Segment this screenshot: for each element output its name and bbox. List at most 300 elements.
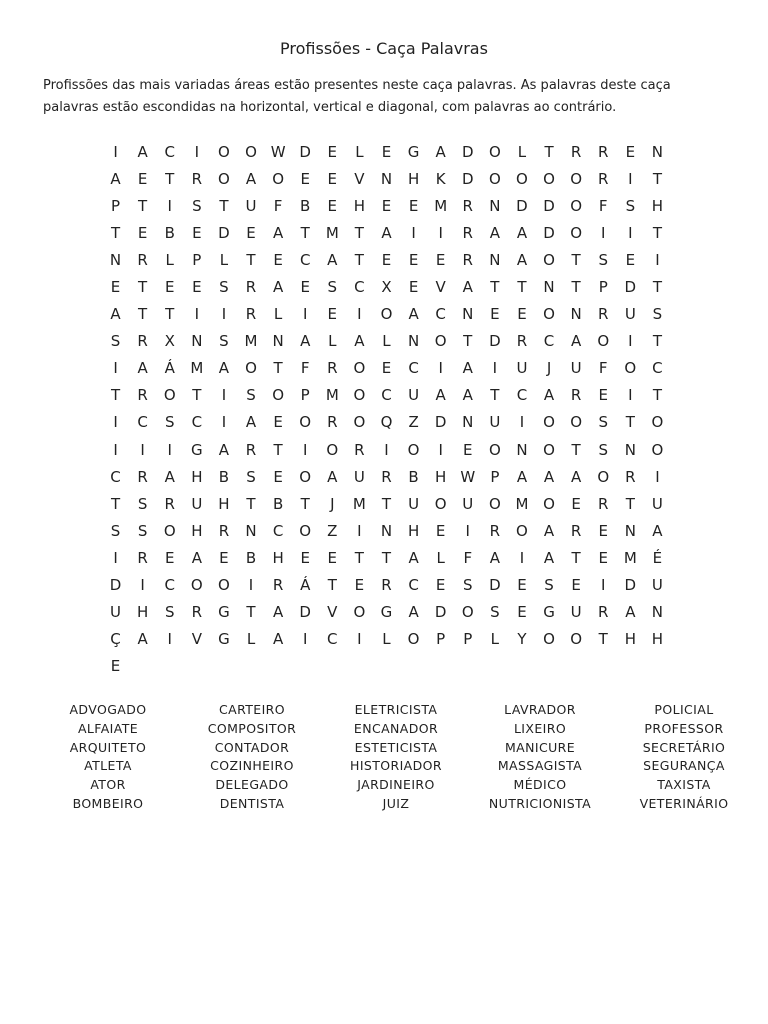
grid-letter[interactable]: B <box>245 548 257 567</box>
grid-letter[interactable]: D <box>299 603 311 622</box>
grid-letter[interactable]: I <box>655 467 660 486</box>
grid-letter[interactable]: U <box>570 603 582 622</box>
grid-letter[interactable]: T <box>165 169 175 188</box>
grid-letter[interactable]: O <box>407 440 420 459</box>
grid-letter[interactable]: O <box>272 386 285 405</box>
grid-letter[interactable]: U <box>408 494 420 513</box>
grid-letter[interactable]: E <box>164 548 175 567</box>
grid-letter[interactable]: C <box>435 305 446 324</box>
grid-letter[interactable]: O <box>651 413 664 432</box>
grid-letter[interactable]: E <box>327 305 338 324</box>
grid-letter[interactable]: F <box>273 196 283 215</box>
grid-letter[interactable]: D <box>218 223 230 242</box>
grid-letter[interactable]: U <box>191 494 203 513</box>
grid-letter[interactable]: V <box>435 278 446 297</box>
grid-letter[interactable]: H <box>624 630 636 649</box>
grid-letter[interactable]: C <box>354 278 365 297</box>
grid-letter[interactable]: A <box>272 630 284 649</box>
grid-letter[interactable]: N <box>191 332 203 351</box>
grid-letter[interactable]: R <box>218 521 230 540</box>
grid-letter[interactable]: A <box>516 250 528 269</box>
grid-letter[interactable]: I <box>221 386 227 405</box>
grid-letter[interactable]: E <box>192 278 202 297</box>
grid-letter[interactable]: D <box>624 576 637 595</box>
grid-letter[interactable]: U <box>408 386 420 405</box>
grid-letter[interactable]: N <box>380 169 393 188</box>
grid-letter[interactable]: O <box>543 440 555 459</box>
grid-letter[interactable]: L <box>219 250 229 269</box>
grid-letter[interactable]: R <box>191 603 203 622</box>
grid-letter[interactable]: L <box>517 142 527 161</box>
grid-letter[interactable]: R <box>462 223 473 242</box>
grid-letter[interactable]: N <box>624 521 636 540</box>
grid-letter[interactable]: A <box>137 142 148 161</box>
grid-letter[interactable]: I <box>302 440 308 459</box>
grid-letter[interactable]: I <box>628 332 633 351</box>
grid-letter[interactable]: R <box>570 386 582 405</box>
grid-letter[interactable]: O <box>543 169 555 188</box>
grid-letter[interactable]: E <box>408 250 419 269</box>
grid-letter[interactable]: W <box>270 142 286 161</box>
grid-letter[interactable]: E <box>273 413 283 432</box>
grid-letter[interactable]: D <box>516 196 528 215</box>
grid-letter[interactable]: M <box>623 548 637 567</box>
grid-letter[interactable]: O <box>488 169 501 188</box>
grid-letter[interactable]: E <box>327 169 338 188</box>
grid-letter[interactable]: L <box>328 332 337 351</box>
grid-letter[interactable]: R <box>598 494 609 513</box>
grid-letter[interactable]: D <box>461 169 474 188</box>
grid-letter[interactable]: I <box>302 630 308 649</box>
grid-letter[interactable]: R <box>272 576 284 595</box>
grid-letter[interactable]: O <box>543 494 555 513</box>
grid-letter[interactable]: O <box>516 521 528 540</box>
grid-letter[interactable]: C <box>652 359 663 378</box>
grid-letter[interactable]: I <box>357 630 362 649</box>
grid-letter[interactable]: E <box>598 548 608 567</box>
grid-letter[interactable]: I <box>194 142 200 161</box>
grid-letter[interactable]: I <box>113 440 118 459</box>
grid-letter[interactable]: R <box>245 305 257 324</box>
grid-letter[interactable]: L <box>382 630 391 649</box>
grid-letter[interactable]: O <box>326 440 339 459</box>
grid-letter[interactable]: R <box>354 440 365 459</box>
grid-letter[interactable]: Z <box>327 521 338 540</box>
grid-letter[interactable]: T <box>652 332 662 351</box>
grid-letter[interactable]: D <box>489 576 501 595</box>
grid-letter[interactable]: T <box>381 494 392 513</box>
grid-letter[interactable]: É <box>652 548 663 567</box>
grid-letter[interactable]: T <box>598 630 608 649</box>
grid-letter[interactable]: C <box>516 386 528 405</box>
grid-letter[interactable]: T <box>273 359 283 378</box>
grid-letter[interactable]: F <box>598 359 608 378</box>
grid-letter[interactable]: A <box>571 332 582 351</box>
grid-letter[interactable]: H <box>191 467 203 486</box>
grid-letter[interactable]: O <box>597 467 610 486</box>
grid-letter[interactable]: E <box>381 359 392 378</box>
grid-letter[interactable]: R <box>462 196 473 215</box>
grid-letter[interactable]: O <box>190 576 203 595</box>
grid-letter[interactable]: I <box>221 305 227 324</box>
grid-letter[interactable]: O <box>570 413 583 432</box>
grid-letter[interactable]: D <box>109 576 122 595</box>
grid-letter[interactable]: O <box>299 467 312 486</box>
grid-letter[interactable]: G <box>543 603 555 622</box>
grid-letter[interactable]: E <box>327 548 338 567</box>
grid-letter[interactable]: I <box>601 576 606 595</box>
grid-letter[interactable]: C <box>408 576 419 595</box>
grid-letter[interactable]: E <box>381 250 392 269</box>
grid-letter[interactable]: E <box>571 494 581 513</box>
grid-letter[interactable]: O <box>218 576 230 595</box>
grid-letter[interactable]: E <box>435 250 446 269</box>
grid-letter[interactable]: A <box>462 386 473 405</box>
grid-letter[interactable]: C <box>299 250 311 269</box>
grid-letter[interactable]: C <box>164 576 175 595</box>
grid-letter[interactable]: R <box>598 603 609 622</box>
grid-letter[interactable]: N <box>245 521 257 540</box>
grid-letter[interactable]: I <box>465 521 470 540</box>
grid-letter[interactable]: C <box>191 413 203 432</box>
grid-letter[interactable]: S <box>327 278 338 297</box>
grid-letter[interactable]: E <box>517 603 527 622</box>
grid-letter[interactable]: U <box>353 467 365 486</box>
grid-letter[interactable]: O <box>543 250 555 269</box>
grid-letter[interactable]: R <box>245 440 257 459</box>
grid-letter[interactable]: A <box>516 223 528 242</box>
grid-letter[interactable]: S <box>219 278 229 297</box>
grid-letter[interactable]: E <box>246 223 256 242</box>
grid-letter[interactable]: T <box>652 223 662 242</box>
grid-letter[interactable]: E <box>381 196 392 215</box>
grid-letter[interactable]: T <box>219 196 229 215</box>
grid-letter[interactable]: R <box>462 250 473 269</box>
grid-letter[interactable]: T <box>652 169 662 188</box>
grid-letter[interactable]: A <box>489 548 500 567</box>
grid-letter[interactable]: D <box>461 142 474 161</box>
grid-letter[interactable]: R <box>327 413 338 432</box>
grid-letter[interactable]: S <box>246 467 256 486</box>
grid-letter[interactable]: D <box>434 603 447 622</box>
grid-letter[interactable]: E <box>463 440 473 459</box>
grid-letter[interactable]: P <box>111 196 121 215</box>
grid-letter[interactable]: R <box>137 250 148 269</box>
grid-letter[interactable]: A <box>110 305 121 324</box>
grid-letter[interactable]: N <box>272 332 284 351</box>
grid-letter[interactable]: H <box>353 196 366 215</box>
grid-letter[interactable]: I <box>113 359 118 378</box>
grid-letter[interactable]: B <box>218 467 230 486</box>
grid-letter[interactable]: I <box>167 440 172 459</box>
grid-letter[interactable]: A <box>408 548 419 567</box>
grid-letter[interactable]: U <box>624 305 636 324</box>
grid-letter[interactable]: A <box>408 603 419 622</box>
grid-letter[interactable]: O <box>461 603 474 622</box>
grid-letter[interactable]: A <box>652 521 663 540</box>
grid-letter[interactable]: A <box>272 223 284 242</box>
grid-letter[interactable]: C <box>137 413 148 432</box>
grid-letter[interactable]: I <box>302 305 308 324</box>
grid-letter[interactable]: Z <box>408 413 419 432</box>
grid-letter[interactable]: T <box>490 278 500 297</box>
grid-letter[interactable]: R <box>137 332 148 351</box>
grid-letter[interactable]: P <box>300 386 310 405</box>
grid-letter[interactable]: I <box>113 142 118 161</box>
grid-letter[interactable]: I <box>601 223 606 242</box>
grid-letter[interactable]: E <box>300 169 310 188</box>
grid-letter[interactable]: V <box>327 603 338 622</box>
grid-letter[interactable]: N <box>651 142 664 161</box>
grid-letter[interactable]: A <box>435 142 446 161</box>
grid-letter[interactable]: H <box>651 196 664 215</box>
grid-letter[interactable]: E <box>435 576 446 595</box>
grid-letter[interactable]: K <box>435 169 446 188</box>
grid-letter[interactable]: P <box>598 278 608 297</box>
grid-letter[interactable]: O <box>218 169 230 188</box>
grid-letter[interactable]: I <box>411 223 416 242</box>
grid-letter[interactable]: A <box>462 278 473 297</box>
grid-letter[interactable]: M <box>325 223 339 242</box>
grid-letter[interactable]: A <box>543 521 555 540</box>
grid-letter[interactable]: L <box>436 548 445 567</box>
grid-letter[interactable]: I <box>655 250 660 269</box>
grid-letter[interactable]: X <box>164 332 175 351</box>
grid-letter[interactable]: S <box>598 440 608 459</box>
grid-letter[interactable]: S <box>490 603 500 622</box>
grid-letter[interactable]: I <box>248 576 254 595</box>
grid-letter[interactable]: T <box>354 223 364 242</box>
grid-letter[interactable]: J <box>546 359 552 378</box>
grid-letter[interactable]: A <box>245 169 257 188</box>
grid-letter[interactable]: E <box>300 548 310 567</box>
grid-letter[interactable]: T <box>625 494 635 513</box>
grid-letter[interactable]: A <box>543 386 555 405</box>
grid-letter[interactable]: U <box>651 494 663 513</box>
grid-letter[interactable]: E <box>408 278 419 297</box>
grid-letter[interactable]: T <box>571 250 581 269</box>
grid-letter[interactable]: E <box>625 142 636 161</box>
grid-letter[interactable]: T <box>165 305 175 324</box>
grid-letter[interactable]: L <box>382 332 391 351</box>
grid-letter[interactable]: T <box>652 278 662 297</box>
grid-letter[interactable]: T <box>463 332 473 351</box>
grid-letter[interactable]: P <box>192 250 202 269</box>
grid-letter[interactable]: A <box>625 603 636 622</box>
grid-letter[interactable]: O <box>488 142 501 161</box>
grid-letter[interactable]: A <box>110 169 121 188</box>
grid-letter[interactable]: O <box>272 169 285 188</box>
grid-letter[interactable]: P <box>436 630 446 649</box>
grid-letter[interactable]: O <box>543 413 555 432</box>
grid-letter[interactable]: A <box>543 548 555 567</box>
grid-letter[interactable]: A <box>137 359 148 378</box>
grid-letter[interactable]: B <box>408 467 419 486</box>
grid-letter[interactable]: O <box>299 413 312 432</box>
grid-letter[interactable]: E <box>327 142 338 161</box>
grid-letter[interactable]: L <box>355 142 364 161</box>
grid-letter[interactable]: R <box>598 142 609 161</box>
grid-letter[interactable]: U <box>110 603 122 622</box>
grid-letter[interactable]: O <box>353 359 366 378</box>
grid-letter[interactable]: I <box>194 305 200 324</box>
grid-letter[interactable]: S <box>164 413 175 432</box>
grid-letter[interactable]: E <box>192 223 202 242</box>
grid-letter[interactable]: I <box>113 548 118 567</box>
grid-letter[interactable]: L <box>490 630 500 649</box>
grid-letter[interactable]: T <box>138 278 148 297</box>
grid-letter[interactable]: O <box>543 305 555 324</box>
grid-letter[interactable]: T <box>192 386 202 405</box>
grid-letter[interactable]: E <box>517 576 527 595</box>
grid-letter[interactable]: D <box>299 142 311 161</box>
grid-letter[interactable]: R <box>327 359 338 378</box>
grid-letter[interactable]: S <box>544 576 554 595</box>
grid-letter[interactable]: T <box>110 494 121 513</box>
grid-letter[interactable]: O <box>218 142 230 161</box>
grid-letter[interactable]: H <box>651 630 664 649</box>
grid-letter[interactable]: A <box>516 467 528 486</box>
grid-letter[interactable]: I <box>221 413 227 432</box>
grid-letter[interactable]: E <box>137 169 148 188</box>
grid-letter[interactable]: G <box>191 440 203 459</box>
grid-letter[interactable]: I <box>140 440 145 459</box>
grid-letter[interactable]: O <box>570 223 583 242</box>
grid-letter[interactable]: T <box>246 603 256 622</box>
grid-letter[interactable]: E <box>327 196 338 215</box>
grid-letter[interactable]: O <box>299 521 312 540</box>
grid-letter[interactable]: R <box>489 521 501 540</box>
grid-letter[interactable]: E <box>110 278 121 297</box>
grid-letter[interactable]: O <box>163 386 176 405</box>
grid-letter[interactable]: O <box>353 413 366 432</box>
grid-letter[interactable]: R <box>245 278 257 297</box>
grid-letter[interactable]: E <box>164 278 175 297</box>
grid-letter[interactable]: N <box>489 250 501 269</box>
grid-letter[interactable]: H <box>407 521 420 540</box>
grid-letter[interactable]: T <box>490 386 500 405</box>
grid-letter[interactable]: A <box>381 223 392 242</box>
grid-letter[interactable]: C <box>543 332 555 351</box>
grid-letter[interactable]: I <box>628 386 633 405</box>
grid-letter[interactable]: S <box>246 386 256 405</box>
grid-letter[interactable]: U <box>570 359 582 378</box>
grid-letter[interactable]: A <box>218 440 230 459</box>
grid-letter[interactable]: O <box>597 332 610 351</box>
grid-letter[interactable]: S <box>137 521 148 540</box>
grid-letter[interactable]: I <box>357 305 362 324</box>
grid-letter[interactable]: T <box>300 494 310 513</box>
grid-letter[interactable]: A <box>272 278 284 297</box>
grid-letter[interactable]: C <box>110 467 121 486</box>
grid-letter[interactable]: S <box>110 332 121 351</box>
grid-letter[interactable]: E <box>381 142 392 161</box>
grid-letter[interactable]: A <box>354 332 365 351</box>
grid-letter[interactable]: U <box>489 413 501 432</box>
grid-letter[interactable]: M <box>434 196 448 215</box>
grid-letter[interactable]: O <box>380 305 393 324</box>
grid-letter[interactable]: T <box>571 440 581 459</box>
grid-letter[interactable]: F <box>463 548 473 567</box>
grid-letter[interactable]: S <box>137 494 148 513</box>
grid-letter[interactable]: E <box>435 521 446 540</box>
grid-letter[interactable]: R <box>570 142 582 161</box>
grid-letter[interactable]: N <box>570 305 582 324</box>
grid-letter[interactable]: N <box>489 196 501 215</box>
grid-letter[interactable]: I <box>140 576 145 595</box>
grid-letter[interactable]: U <box>462 494 474 513</box>
grid-letter[interactable]: R <box>137 467 148 486</box>
grid-letter[interactable]: I <box>519 413 525 432</box>
grid-letter[interactable]: P <box>463 630 473 649</box>
grid-letter[interactable]: H <box>218 494 230 513</box>
grid-letter[interactable]: D <box>624 278 637 297</box>
grid-letter[interactable]: A <box>191 548 202 567</box>
grid-letter[interactable]: I <box>628 169 633 188</box>
grid-letter[interactable]: T <box>381 548 392 567</box>
grid-letter[interactable]: E <box>354 576 365 595</box>
grid-letter[interactable]: L <box>165 250 174 269</box>
grid-letter[interactable]: E <box>110 657 121 676</box>
grid-letter[interactable]: R <box>598 169 609 188</box>
grid-letter[interactable]: R <box>191 169 203 188</box>
grid-letter[interactable]: D <box>489 332 501 351</box>
grid-letter[interactable]: O <box>624 359 637 378</box>
grid-letter[interactable]: R <box>137 548 148 567</box>
grid-letter[interactable]: D <box>543 223 555 242</box>
grid-letter[interactable]: T <box>246 250 256 269</box>
grid-letter[interactable]: T <box>273 440 283 459</box>
grid-letter[interactable]: I <box>113 413 118 432</box>
grid-letter[interactable]: I <box>438 223 443 242</box>
grid-letter[interactable]: S <box>463 576 473 595</box>
grid-letter[interactable]: R <box>137 386 148 405</box>
grid-letter[interactable]: L <box>246 630 256 649</box>
grid-letter[interactable]: S <box>110 521 121 540</box>
grid-letter[interactable]: T <box>354 548 364 567</box>
grid-letter[interactable]: A <box>300 332 311 351</box>
grid-letter[interactable]: E <box>571 576 581 595</box>
grid-letter[interactable]: D <box>543 196 555 215</box>
grid-letter[interactable]: B <box>164 223 175 242</box>
grid-letter[interactable]: I <box>519 548 525 567</box>
grid-letter[interactable]: E <box>408 196 419 215</box>
grid-letter[interactable]: T <box>517 278 527 297</box>
grid-letter[interactable]: A <box>571 467 582 486</box>
grid-letter[interactable]: W <box>460 467 476 486</box>
grid-letter[interactable]: R <box>381 576 392 595</box>
grid-letter[interactable]: O <box>353 386 366 405</box>
grid-letter[interactable]: O <box>353 603 366 622</box>
grid-letter[interactable]: N <box>624 440 636 459</box>
grid-letter[interactable]: I <box>167 630 172 649</box>
grid-letter[interactable]: S <box>164 603 175 622</box>
grid-letter[interactable]: T <box>652 386 662 405</box>
grid-letter[interactable]: M <box>244 332 258 351</box>
grid-letter[interactable]: T <box>138 305 148 324</box>
grid-letter[interactable]: O <box>488 494 501 513</box>
grid-letter[interactable]: H <box>272 548 284 567</box>
grid-letter[interactable]: T <box>571 548 581 567</box>
grid-letter[interactable]: M <box>190 359 204 378</box>
grid-letter[interactable]: O <box>543 630 555 649</box>
grid-letter[interactable]: I <box>438 359 443 378</box>
grid-letter[interactable]: O <box>570 169 583 188</box>
grid-letter[interactable]: S <box>625 196 636 215</box>
grid-letter[interactable]: T <box>110 386 121 405</box>
grid-letter[interactable]: J <box>330 494 335 513</box>
grid-letter[interactable]: G <box>380 603 393 622</box>
